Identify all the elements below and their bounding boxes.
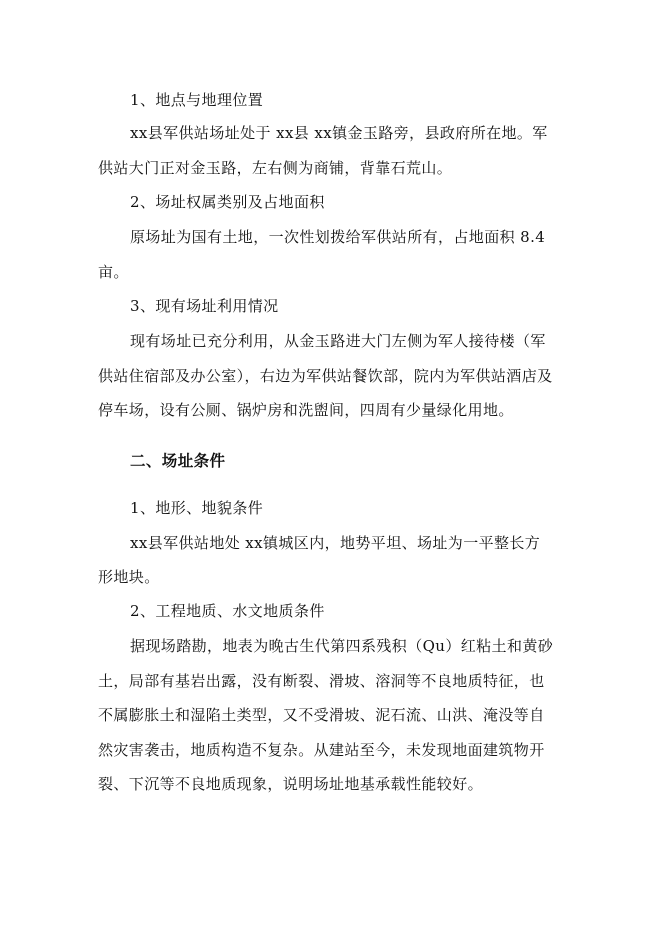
paragraph-terrain-line-2: 形地块。 bbox=[98, 568, 160, 586]
paragraph-location-line-2: 供站大门正对金玉路，左右侧为商铺，背靠石荒山。 bbox=[98, 159, 453, 177]
paragraph-usage-line-2: 供站住宿部及办公室），右边为军供站餐饮部，院内为军供站酒店及 bbox=[98, 367, 553, 385]
paragraph-usage-line-1: 现有场址已充分利用，从金玉路进大门左侧为军人接待楼（军 bbox=[130, 332, 546, 350]
paragraph-terrain-line-1: xx县军供站地处 xx镇城区内，地势平坦、场址为一平整长方 bbox=[130, 534, 541, 552]
paragraph-ownership-line-2: 亩。 bbox=[98, 263, 129, 281]
section-heading-terrain: 1、地形、地貌条件 bbox=[130, 499, 264, 517]
chapter-heading-site-conditions: 二、场址条件 bbox=[130, 452, 226, 470]
paragraph-geology-line-4: 然灾害袭击，地质构造不复杂。从建站至今，未发现地面建筑物开 bbox=[98, 741, 545, 759]
paragraph-geology-line-3: 不属膨胀土和湿陷土类型，又不受滑坡、泥石流、山洪、淹没等自 bbox=[98, 706, 545, 724]
paragraph-location-line-1: xx县军供站场址处于 xx县 xx镇金玉路旁，县政府所在地。军 bbox=[130, 124, 548, 142]
section-heading-geology: 2、工程地质、水文地质条件 bbox=[130, 602, 325, 620]
paragraph-geology-line-1: 据现场踏勘，地表为晚古生代第四系残积（Qu）红粘土和黄砂 bbox=[130, 637, 554, 655]
section-heading-usage: 3、现有场址利用情况 bbox=[130, 297, 279, 315]
paragraph-ownership-line-1: 原场址为国有土地，一次性划拨给军供站所有，占地面积 8.4 bbox=[130, 228, 546, 246]
section-heading-location: 1、地点与地理位置 bbox=[130, 91, 264, 109]
paragraph-usage-line-3: 停车场，设有公厕、锅炉房和洗盥间，四周有少量绿化用地。 bbox=[98, 401, 514, 419]
section-heading-ownership: 2、场址权属类别及占地面积 bbox=[130, 193, 325, 211]
paragraph-geology-line-2: 土，局部有基岩出露，没有断裂、滑坡、溶洞等不良地质特征，也 bbox=[98, 672, 545, 690]
paragraph-geology-line-5: 裂、下沉等不良地质现象，说明场址地基承载性能较好。 bbox=[98, 775, 484, 793]
